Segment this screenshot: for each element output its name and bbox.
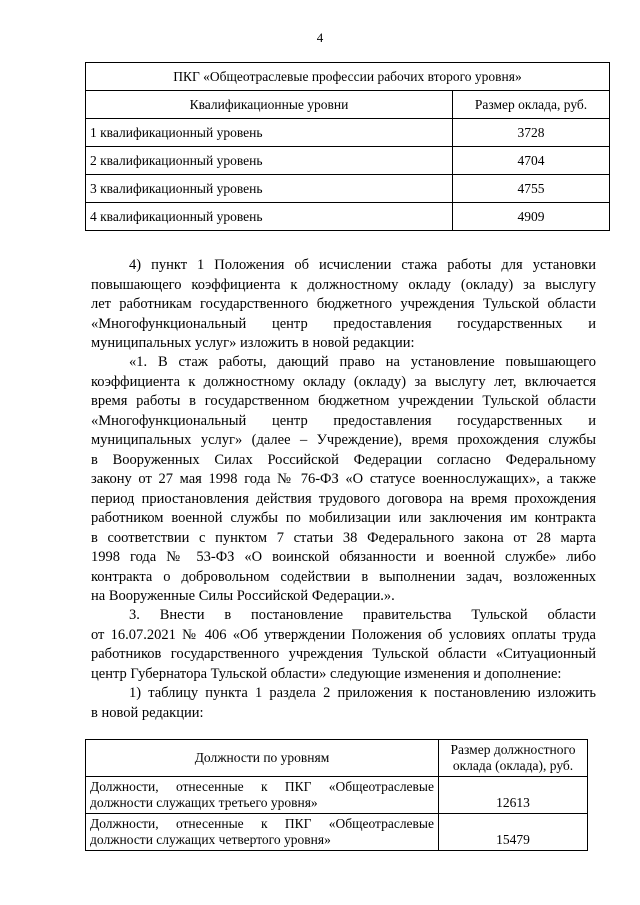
table-row [86,777,588,814]
salary-cell: 4704 [453,147,610,175]
text-line: повышающего коэффициента к должностному окладу (окладу) за выслугу [91,276,596,293]
table-row [86,175,610,203]
level-cell: 3 квалификационный уровень [86,175,453,203]
text-line: работником военной службы по мобилизации или заключения им контракта [91,510,596,526]
table-row [86,147,610,175]
text-line: работников государственного учреждения Тульской области «Ситуационный [91,646,596,662]
salary-cell: 3728 [453,119,610,147]
text-line: период приостановления действия трудового договора на время прохождения [91,490,596,507]
text-line: 3. Внести в постановление правительства Тульской области [129,607,596,623]
paragraph-item-4 [91,256,596,354]
position-cell: Должности, отнесенные к ПКГ «Общеотраслевые должности служащих четвертого уровня» [86,814,439,851]
text-line: на Вооруженные Силы Российской Федерации.». [91,588,395,604]
column-header: Размер оклада, руб. [453,91,610,119]
salary-cell: 15479 [439,814,588,851]
column-header: Должности по уровням [86,740,439,777]
position-cell: Должности, отнесенные к ПКГ «Общеотраслевые должности служащих третьего уровня» [86,777,439,814]
salary-table-workers [85,62,610,231]
text-line: в Вооруженных Силах Российской Федерации согласно Федеральному [91,451,596,468]
text-line: «Многофункциональный центр предоставления государственных и [91,412,596,429]
paragraph-quote [91,353,596,607]
text-line: муниципальных услуг» изложить в новой редакции: [91,335,415,351]
text-line: 1998 года № 53-ФЗ «О воинской обязанности и военной службе» либо [91,549,596,565]
text-line: 4) пункт 1 Положения об исчислении стажа работы для установки [129,257,596,273]
text-line: от 16.07.2021 № 406 «Об утверждении Положения об условиях оплаты труда [91,626,596,643]
text-line: центр Губернатора Тульской области» следующие изменения и дополнение: [91,665,562,682]
table-row [86,814,588,851]
text-line: закону от 27 мая 1998 года № 76-ФЗ «О статусе военнослужащих», а также [91,471,596,487]
column-header: Квалификационные уровни [86,91,453,119]
column-header: Размер должностного оклада (оклада), руб. [439,740,588,777]
level-cell: 2 квалификационный уровень [86,147,453,175]
text-line: муниципальных услуг» (далее – Учреждение), время прохождения службы [91,432,596,448]
table-title: ПКГ «Общеотраслевые профессии рабочих второго уровня» [86,63,610,91]
text-line: в новой редакции: [91,704,204,721]
text-line: контракта о добровольном содействии в выполнении задач, возложенных [91,568,596,585]
salary-cell: 12613 [439,777,588,814]
text-line: коэффициента к должностному окладу (окладу) за выслугу лет, включается [91,373,596,390]
text-line: время работы в государственном бюджетном учреждении Тульской области [91,393,596,409]
salary-table-employees [85,739,588,851]
table-row [86,119,610,147]
text-line: 1) таблицу пункта 1 раздела 2 приложения к постановлению изложить [129,685,596,701]
salary-cell: 4909 [453,203,610,231]
paragraph-subitem-1 [91,684,596,723]
text-line: в соответствии с пунктом 7 статьи 38 Федерального закона от 28 марта [91,529,596,546]
text-line: «Многофункциональный центр предоставления государственных и [91,315,596,332]
salary-cell: 4755 [453,175,610,203]
level-cell: 1 квалификационный уровень [86,119,453,147]
page-number: 4 [316,30,324,45]
level-cell: 4 квалификационный уровень [86,203,453,231]
text-line: «1. В стаж работы, дающий право на установление повышающего [129,354,596,370]
table-row [86,203,610,231]
text-line: лет работникам государственного бюджетного учреждения Тульской области [91,296,596,312]
paragraph-item-3 [91,606,596,684]
